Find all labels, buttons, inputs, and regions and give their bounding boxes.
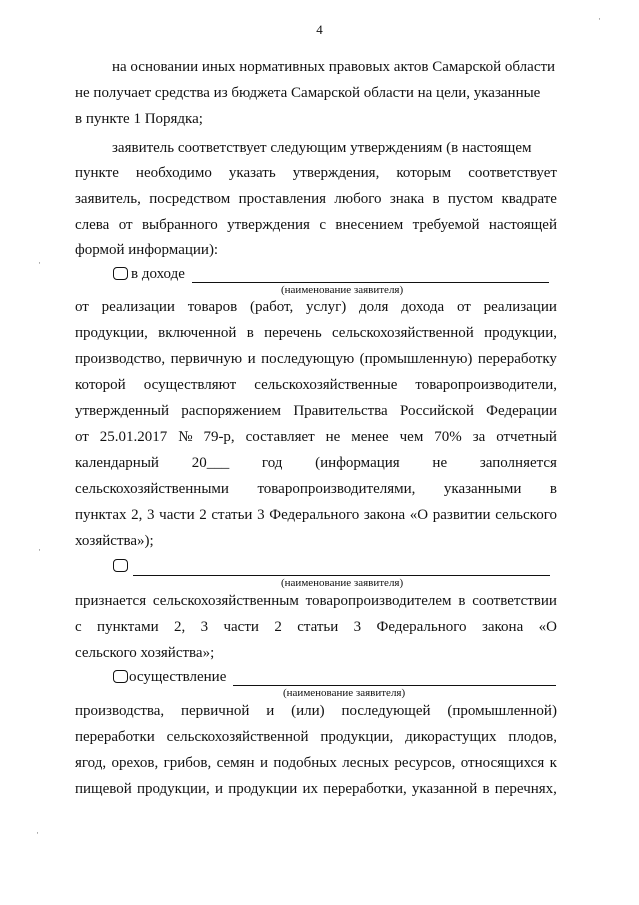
text-line-justified: которой осуществляют сельскохозяйственные товаропроизводители,	[75, 377, 557, 393]
text-line-justified: переработки сельскохозяйственной продукции, дикорастущих плодов,	[75, 729, 557, 745]
field-caption: (наименование заявителя)	[283, 687, 406, 699]
text-line: в пункте 1 Порядка;	[75, 111, 203, 127]
text-line: заявитель соответствует следующим утверждениям (в настоящем	[112, 140, 532, 156]
text-line-justified: от 25.01.2017 № 79-р, составляет не менее чем 70% за отчетный	[75, 429, 557, 445]
scan-speck: ·	[598, 14, 601, 24]
text-line-justified: утвержденный распоряжением Правительства Российской Федерации	[75, 403, 557, 419]
page-number: 4	[316, 22, 323, 37]
text-line-justified: пункте необходимо указать утверждения, которым соответствует	[75, 165, 557, 181]
text-line-justified: с пунктами 2, 3 части 2 статьи 3 Федерального закона «О	[75, 619, 557, 635]
field-caption: (наименование заявителя)	[281, 284, 404, 296]
text-line: на основании иных нормативных правовых актов Самарской области	[112, 59, 556, 75]
applicant-name-field[interactable]	[233, 685, 556, 686]
checkbox-option-recognized[interactable]	[113, 559, 128, 572]
text-line-justified: ягод, орехов, грибов, семян и подобных лесных ресурсов, относящихся к	[75, 755, 557, 771]
field-caption: (наименование заявителя)	[281, 577, 404, 589]
scan-speck: ·	[38, 258, 41, 268]
text-line-justified: сельскохозяйственными товаропроизводителями, указанными в	[75, 481, 557, 497]
text-line-justified: продукции, включенной в перечень сельскохозяйственной продукции,	[75, 325, 557, 341]
option-income-label: в доходе	[131, 266, 185, 282]
text-line-justified: пищевой продукции, и продукции их переработки, указанной в перечнях,	[75, 781, 557, 797]
checkbox-option-income[interactable]	[113, 267, 128, 280]
scan-speck: ·	[36, 828, 39, 838]
text-line-justified: производство, первичную и последующую (промышленную) переработку	[75, 351, 557, 367]
text-line-justified: календарный 20___ год (информация не заполняется	[75, 455, 557, 471]
option-activity-label: осуществление	[129, 669, 227, 685]
text-line: сельского хозяйства»;	[75, 645, 215, 661]
checkbox-option-activity[interactable]	[113, 670, 128, 683]
scan-speck: ·	[38, 545, 41, 555]
text-line-justified: пунктах 2, 3 части 2 статьи 3 Федерального закона «О развитии сельского	[75, 507, 557, 523]
text-line: формой информации):	[75, 242, 219, 258]
applicant-name-field[interactable]	[192, 282, 549, 283]
text-line-justified: признается сельскохозяйственным товаропроизводителем в соответствии	[75, 593, 557, 609]
text-line-justified: слева от выбранного утверждения с внесением требуемой настоящей	[75, 217, 557, 233]
text-line-justified: заявитель, посредством проставления любого знака в пустом квадрате	[75, 191, 557, 207]
applicant-name-field[interactable]	[133, 575, 550, 576]
text-line: не получает средства из бюджета Самарской области на цели, указанные	[75, 85, 541, 101]
text-line-justified: от реализации товаров (работ, услуг) доля дохода от реализации	[75, 299, 557, 315]
text-line-justified: производства, первичной и (или) последующей (промышленной)	[75, 703, 557, 719]
text-line: хозяйства»);	[75, 533, 154, 549]
